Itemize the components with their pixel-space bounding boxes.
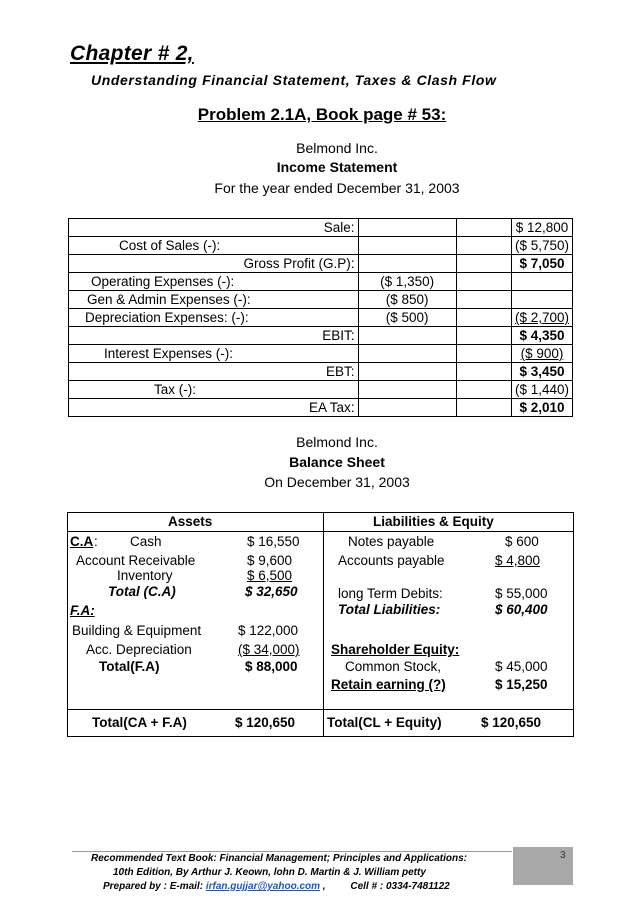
building-equipment-value: $ 122,000: [238, 623, 299, 638]
table-row: [69, 345, 573, 363]
row-label: Interest Expenses (-):: [69, 345, 359, 363]
table-row: [69, 381, 573, 399]
empty-cell: [456, 219, 511, 237]
row-amount: ($ 2,700): [511, 309, 572, 327]
empty-cell: [456, 399, 511, 417]
long-term-debts-value: $ 55,000: [495, 586, 548, 601]
common-stock-label: Common Stock,: [345, 659, 442, 674]
row-mid: [358, 363, 456, 381]
total-current-assets-value: $ 32,650: [245, 584, 298, 599]
row-label: EBIT:: [69, 327, 359, 345]
row-mid: [358, 345, 456, 363]
long-term-debts-label: long Term Debits:: [338, 586, 443, 601]
total-fixed-assets-label: Total(F.A): [99, 659, 160, 674]
acc-depreciation-label: Acc. Depreciation: [86, 642, 192, 657]
income-statement-table: [68, 218, 573, 417]
notes-payable-label: Notes payable: [348, 534, 435, 549]
chapter-title: Chapter # 2,: [70, 42, 194, 65]
row-amount: $ 4,350: [511, 327, 572, 345]
total-current-assets-label: Total (C.A): [108, 584, 176, 599]
table-row: [69, 399, 573, 417]
row-amount: ($ 900): [511, 345, 572, 363]
row-amount: [511, 291, 572, 309]
total-liabilities-value: $ 60,400: [495, 602, 548, 617]
table-row: [69, 219, 573, 237]
account-receivable-label: Account Receivable: [76, 553, 196, 568]
row-label: EBT:: [69, 363, 359, 381]
total-assets-value: $ 120,650: [235, 715, 296, 730]
fixed-assets-label: F.A:: [70, 603, 95, 618]
liabilities-equity-header: Liabilities & Equity: [373, 514, 494, 529]
retained-earnings-label: Retain earning (?): [331, 677, 446, 692]
balance-sheet-title: Balance Sheet: [289, 454, 385, 470]
inventory-value: $ 6,500: [247, 568, 293, 583]
empty-cell: [456, 345, 511, 363]
row-label: Depreciation Expenses: (-):: [69, 309, 359, 327]
row-mid: [358, 381, 456, 399]
row-amount: ($ 5,750): [511, 237, 572, 255]
row-amount: $ 7,050: [511, 255, 572, 273]
footer-email-link[interactable]: irfan.gujjar@yahoo.com: [205, 881, 321, 892]
accounts-payable-label: Accounts payable: [338, 553, 445, 568]
empty-cell: [456, 273, 511, 291]
row-label: Operating Expenses (-):: [69, 273, 359, 291]
balance-company-name: Belmond Inc.: [296, 434, 378, 450]
footer-line-2: 10th Edition, By Arthur J. Keown, lohn D. Martin & J. William petty: [113, 867, 426, 878]
empty-cell: [456, 255, 511, 273]
total-divider: [68, 709, 573, 710]
total-fixed-assets-value: $ 88,000: [245, 659, 298, 674]
table-row: [69, 237, 573, 255]
accounts-payable-value: $ 4,800: [495, 553, 541, 568]
row-mid: [358, 255, 456, 273]
total-assets-label: Total(CA + F.A): [92, 715, 187, 730]
assets-header: Assets: [168, 514, 213, 529]
row-mid: ($ 850): [358, 291, 456, 309]
row-mid: [358, 399, 456, 417]
notes-payable-value: $ 600: [505, 534, 539, 549]
empty-cell: [456, 363, 511, 381]
total-liabilities-equity-label: Total(CL + Equity): [327, 715, 442, 730]
row-amount: [511, 273, 572, 291]
row-amount: $ 12,800: [511, 219, 572, 237]
table-row: [69, 309, 573, 327]
cash-label: Cash: [130, 534, 162, 549]
current-assets-label: C.A: [70, 534, 94, 549]
current-assets-colon: :: [94, 534, 98, 549]
row-label: Sale:: [69, 219, 359, 237]
empty-cell: [456, 381, 511, 399]
page-number: 3: [560, 850, 566, 861]
empty-cell: [456, 327, 511, 345]
footer-cell: Cell # : 0334-7481122: [350, 881, 450, 892]
total-liabilities-equity-value: $ 120,650: [481, 715, 542, 730]
table-row: [69, 273, 573, 291]
income-statement-title: Income Statement: [276, 159, 398, 175]
row-label: Tax (-):: [69, 381, 359, 399]
acc-depreciation-value: ($ 34,000): [238, 642, 300, 657]
footer-rule: [72, 851, 512, 852]
footer-prepared-by: Prepared by : E-mail:: [103, 881, 206, 892]
footer-line-3: [103, 881, 450, 892]
problem-title: Problem 2.1A, Book page # 53:: [197, 105, 447, 124]
row-mid: [358, 237, 456, 255]
row-label: Cost of Sales (-):: [69, 237, 359, 255]
empty-cell: [456, 309, 511, 327]
row-label: Gen & Admin Expenses (-):: [69, 291, 359, 309]
retained-earnings-value: $ 15,250: [495, 677, 548, 692]
row-label: EA Tax:: [69, 399, 359, 417]
row-label: Gross Profit (G.P):: [69, 255, 359, 273]
row-mid: [358, 219, 456, 237]
table-row: [69, 363, 573, 381]
table-row: [69, 291, 573, 309]
table-row: [69, 327, 573, 345]
header-divider: [68, 531, 573, 532]
balance-sheet-date: On December 31, 2003: [264, 474, 410, 490]
empty-cell: [456, 291, 511, 309]
common-stock-value: $ 45,000: [495, 659, 548, 674]
balance-sheet-table: [67, 512, 574, 737]
empty-cell: [456, 237, 511, 255]
table-row: [69, 255, 573, 273]
shareholder-equity-label: Shareholder Equity:: [331, 642, 460, 657]
column-divider: [323, 513, 324, 736]
total-liabilities-label: Total Liabilities:: [338, 602, 441, 617]
row-mid: [358, 327, 456, 345]
income-statement-period: For the year ended December 31, 2003: [214, 180, 460, 196]
chapter-subtitle: Understanding Financial Statement, Taxes & Clash Flow: [91, 72, 497, 88]
footer-line-1: Recommended Text Book: Financial Management; Principles and Applications:: [91, 853, 467, 864]
inventory-label: Inventory: [117, 568, 173, 583]
building-equipment-label: Building & Equipment: [72, 623, 202, 638]
row-mid: ($ 500): [358, 309, 456, 327]
row-mid: ($ 1,350): [358, 273, 456, 291]
row-amount: $ 3,450: [511, 363, 572, 381]
account-receivable-value: $ 9,600: [247, 553, 293, 568]
footer-separator: ,: [320, 881, 326, 892]
cash-value: $ 16,550: [247, 534, 300, 549]
income-company-name: Belmond Inc.: [296, 140, 378, 156]
row-amount: $ 2,010: [511, 399, 572, 417]
row-amount: ($ 1,440): [511, 381, 572, 399]
